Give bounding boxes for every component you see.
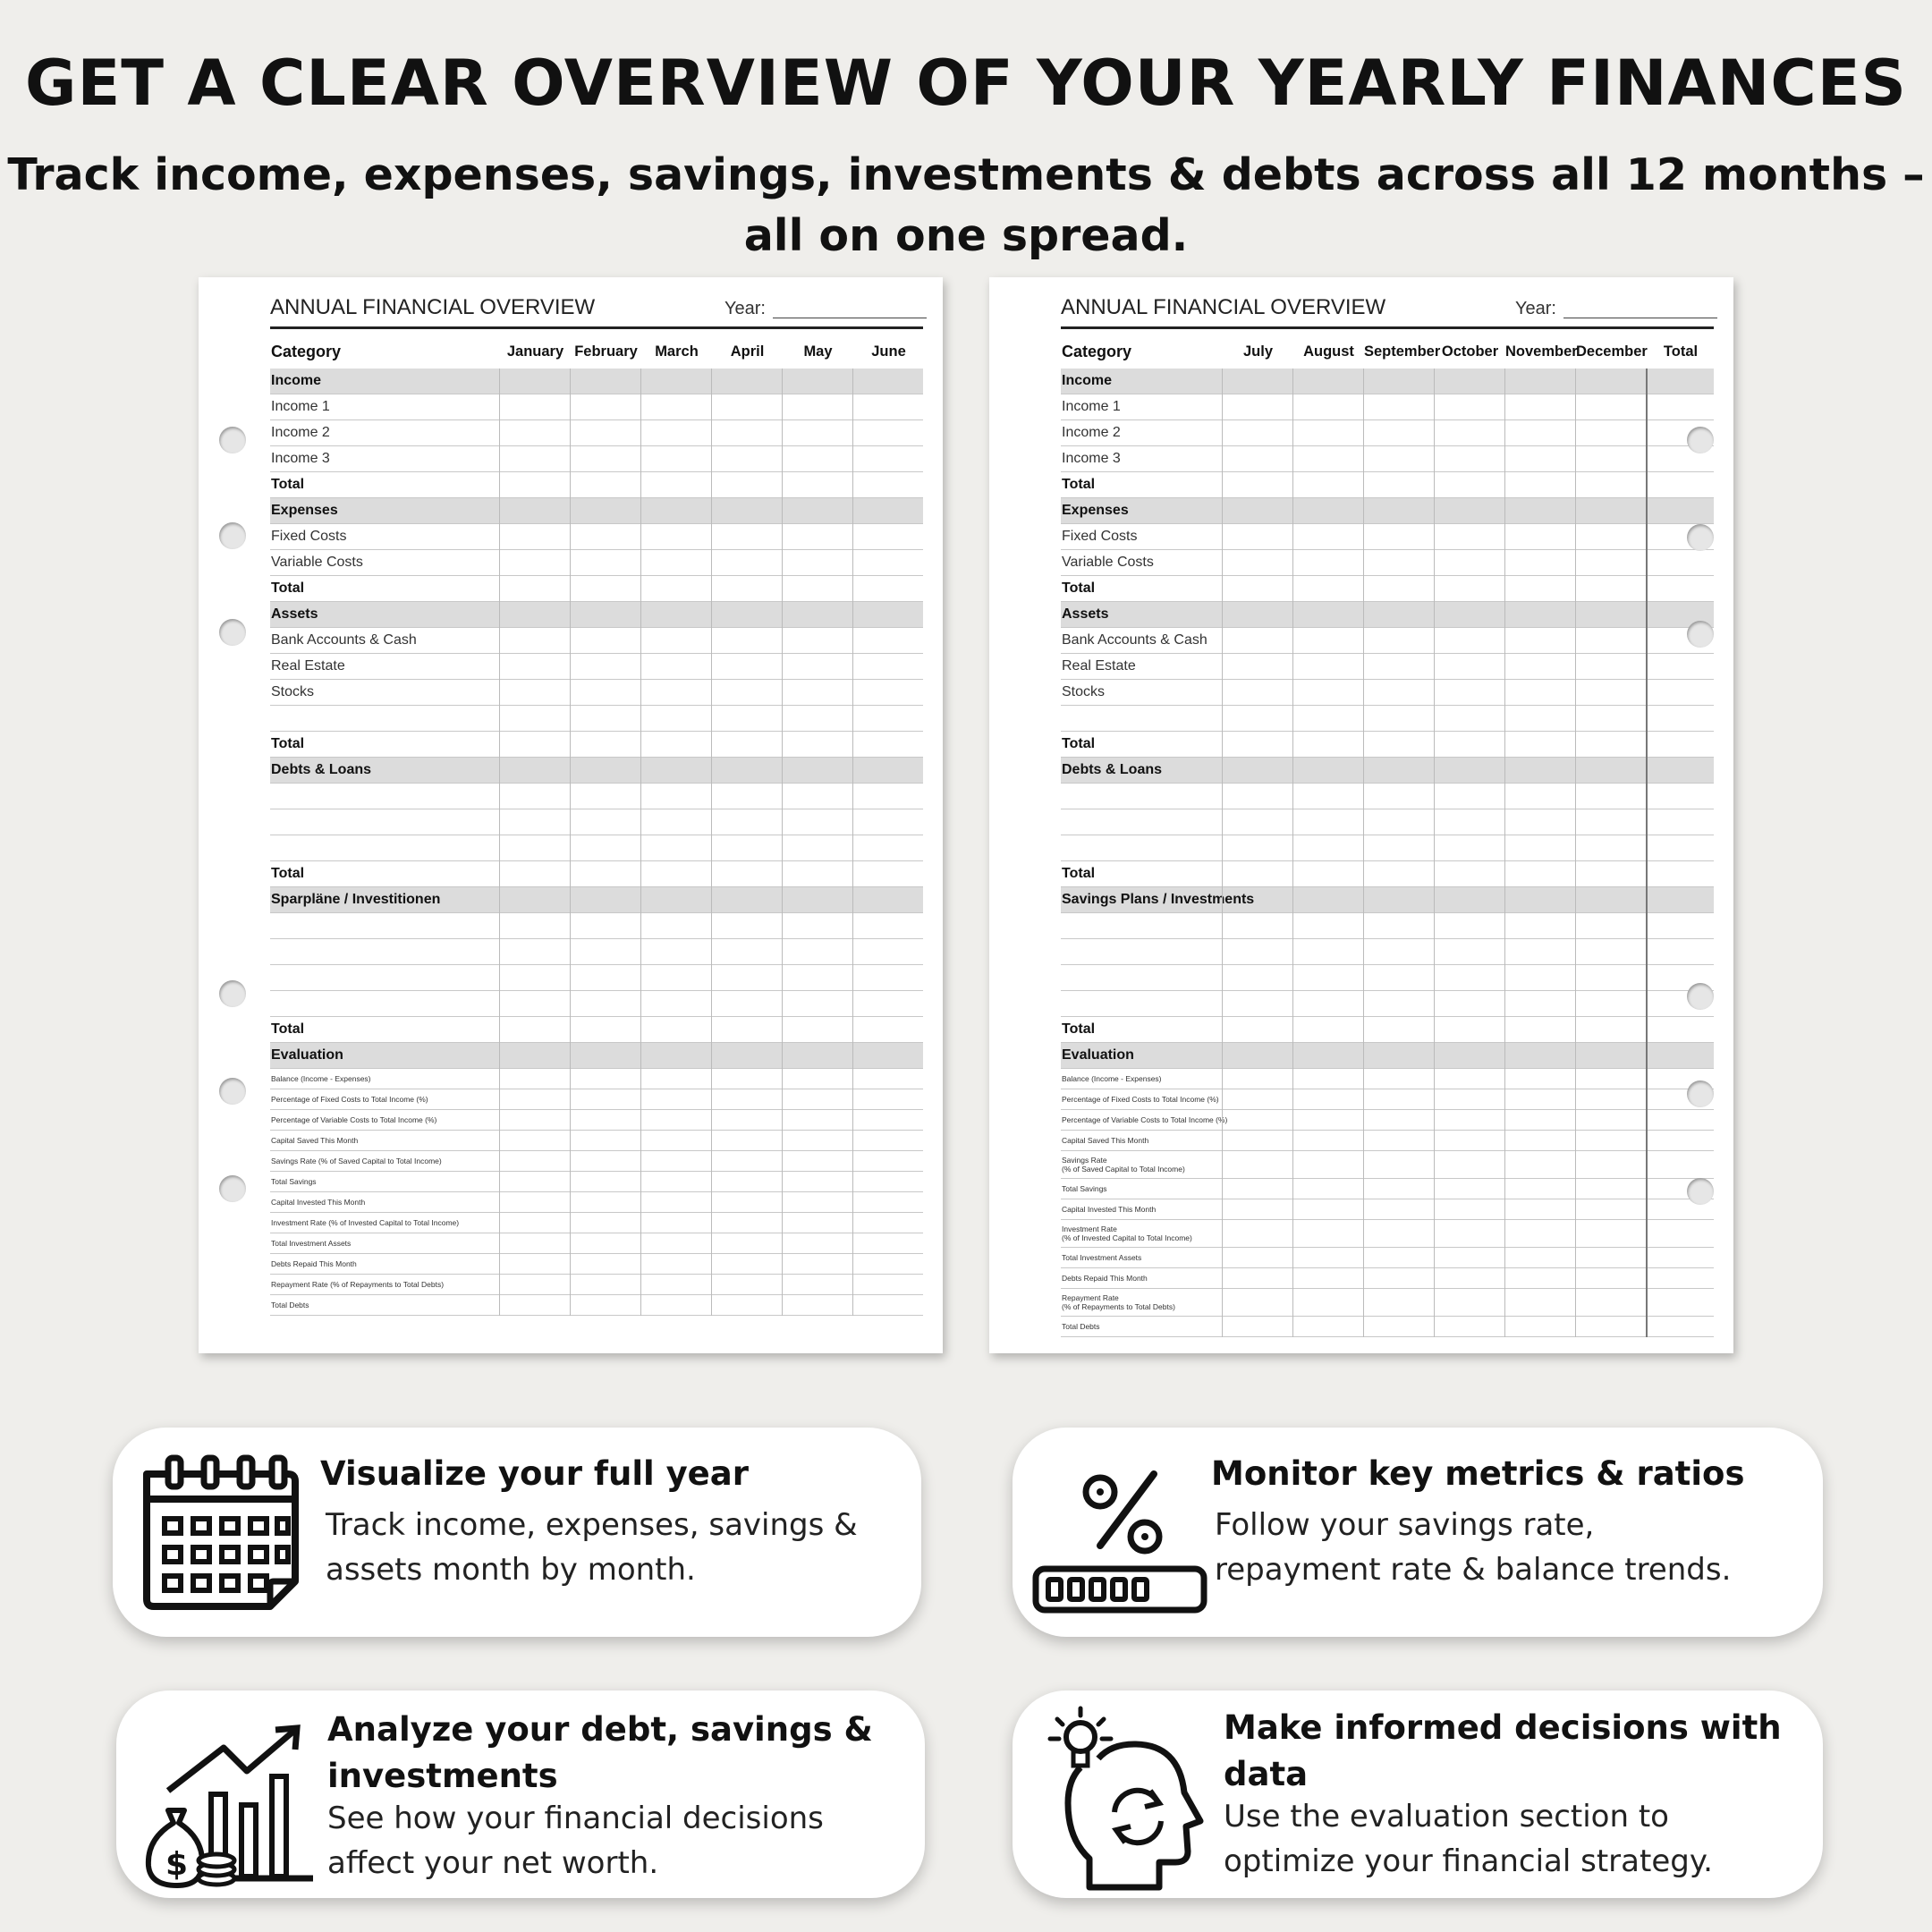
- row-label-line: (% of Saved Capital to Total Income): [1062, 1165, 1185, 1174]
- feature-text-line: Track income, expenses, savings &: [326, 1507, 858, 1543]
- total-row: [1061, 1017, 1714, 1043]
- column-header-month: November: [1505, 343, 1578, 360]
- total-row: [1061, 472, 1714, 498]
- feature-card-decisions: [1013, 1690, 1823, 1898]
- column-divider: [1434, 369, 1435, 1337]
- feature-title: Monitor key metrics & ratios: [1211, 1454, 1745, 1493]
- feature-title-line: Make informed decisions with: [1224, 1708, 1782, 1747]
- table-row: [270, 913, 923, 939]
- row-label: Savings Plans / Investments: [1062, 892, 1255, 907]
- row-label: Percentage of Fixed Costs to Total Income (%): [271, 1095, 428, 1104]
- row-label: Debts Repaid This Month: [271, 1259, 357, 1268]
- table-row: [1061, 680, 1714, 706]
- column-divider: [1363, 369, 1364, 1337]
- row-label: Variable Costs: [271, 555, 363, 570]
- feature-title: Visualize your full year: [320, 1454, 749, 1493]
- row-label: Capital Saved This Month: [271, 1136, 359, 1145]
- column-divider: [711, 369, 712, 1316]
- subheadline: Track income, expenses, savings, investments & debts across all 12 months – all on one spread.: [7, 149, 1925, 261]
- row-label: Fixed Costs: [271, 529, 347, 544]
- table-row: [270, 991, 923, 1017]
- column-header-category: Category: [1062, 342, 1132, 360]
- binder-hole: [1687, 1080, 1714, 1107]
- table-row: [1061, 965, 1714, 991]
- table-row: [270, 1295, 923, 1316]
- binder-hole: [1687, 524, 1714, 551]
- section-header-row: [270, 602, 923, 628]
- binder-hole: [1687, 427, 1714, 453]
- row-label: Total Debts: [1062, 1322, 1100, 1331]
- table-row: [1061, 1110, 1714, 1131]
- row-label: Total Savings: [1062, 1184, 1107, 1193]
- table-row: [270, 1254, 923, 1275]
- row-label: Savings Rate (% of Saved Capital to Total Income): [271, 1157, 442, 1165]
- feature-text-line: optimize your financial strategy.: [1224, 1843, 1713, 1879]
- table-header-row: [1061, 335, 1714, 369]
- binder-hole: [219, 1175, 246, 1202]
- row-label: Bank Accounts & Cash: [1062, 632, 1208, 648]
- row-label: Real Estate: [271, 658, 345, 674]
- table-row: [1061, 394, 1714, 420]
- table-row: [270, 939, 923, 965]
- table-row: [1061, 1220, 1714, 1248]
- table-row: [270, 1192, 923, 1213]
- section-header-row: [270, 369, 923, 394]
- row-label: Expenses: [1062, 503, 1129, 518]
- table-row: [270, 1172, 923, 1192]
- column-header-month: April: [730, 343, 765, 360]
- table-row: [270, 524, 923, 550]
- binder-hole: [1687, 983, 1714, 1010]
- table-row: [270, 654, 923, 680]
- finance-table: [270, 335, 923, 1316]
- table-row: [1061, 913, 1714, 939]
- table-row: [270, 809, 923, 835]
- row-label: Capital Invested This Month: [271, 1198, 366, 1207]
- table-row: [1061, 1151, 1714, 1179]
- year-label: Year:: [724, 299, 766, 318]
- table-row: [270, 1110, 923, 1131]
- row-label: [1061, 1224, 1192, 1242]
- sheet-title: ANNUAL FINANCIAL OVERVIEW: [270, 295, 596, 319]
- binder-hole: [219, 980, 246, 1007]
- column-divider: [499, 369, 500, 1316]
- row-label: Income 2: [1062, 425, 1121, 440]
- table-row: [1061, 550, 1714, 576]
- feature-card-metrics: [1013, 1428, 1823, 1637]
- total-row: [270, 472, 923, 498]
- column-divider: [782, 369, 783, 1316]
- table-row: [270, 628, 923, 654]
- svg-text:$: $: [165, 1846, 189, 1883]
- binder-hole: [219, 1078, 246, 1105]
- row-label-line: Savings Rate: [1062, 1156, 1107, 1165]
- sheet-title: ANNUAL FINANCIAL OVERVIEW: [1061, 295, 1386, 319]
- column-header-month: June: [871, 343, 906, 360]
- section-header-row: [1061, 602, 1714, 628]
- row-label: Debts & Loans: [271, 762, 372, 777]
- section-header-row: [1061, 498, 1714, 524]
- binder-hole: [219, 522, 246, 549]
- row-label: Balance (Income - Expenses): [1062, 1074, 1162, 1083]
- table-row: [1061, 1268, 1714, 1289]
- section-header-row: [1061, 369, 1714, 394]
- section-header-row: [270, 887, 923, 913]
- column-header-month: October: [1441, 343, 1499, 360]
- row-label: Debts Repaid This Month: [1062, 1274, 1148, 1283]
- table-row: [270, 1069, 923, 1089]
- row-label: Income: [1062, 373, 1113, 388]
- row-label: Capital Saved This Month: [1062, 1136, 1149, 1145]
- column-divider: [1222, 369, 1223, 1337]
- feature-text-line: affect your net worth.: [327, 1845, 659, 1881]
- table-row: [270, 1275, 923, 1295]
- row-label: Evaluation: [271, 1047, 343, 1063]
- table-row: [270, 1213, 923, 1233]
- total-row: [270, 861, 923, 887]
- column-divider: [1646, 369, 1648, 1337]
- row-label: Percentage of Variable Costs to Total Income (%): [1062, 1115, 1228, 1124]
- row-label: Variable Costs: [1062, 555, 1154, 570]
- idea-head-icon: [1045, 1705, 1206, 1893]
- table-row: [1061, 1131, 1714, 1151]
- table-header-row: [270, 335, 923, 369]
- row-label: Total: [271, 1021, 305, 1037]
- table-row: [1061, 1289, 1714, 1317]
- row-label: Bank Accounts & Cash: [271, 632, 417, 648]
- table-row: [1061, 1248, 1714, 1268]
- column-header-month: Total: [1663, 343, 1699, 360]
- table-row: [270, 446, 923, 472]
- growth-chart-money-icon: [141, 1712, 329, 1891]
- column-divider: [1575, 369, 1576, 1337]
- table-row: [1061, 939, 1714, 965]
- header-rule: [270, 326, 923, 329]
- column-divider: [570, 369, 571, 1316]
- table-row: [1061, 1089, 1714, 1110]
- feature-title-line: data: [1224, 1755, 1309, 1793]
- row-label: Assets: [1062, 606, 1109, 622]
- column-header-month: January: [506, 343, 564, 360]
- table-row: [270, 965, 923, 991]
- table-row: [270, 394, 923, 420]
- binder-hole: [1687, 621, 1714, 648]
- row-label: Debts & Loans: [1062, 762, 1163, 777]
- row-label: Assets: [271, 606, 318, 622]
- table-row: [1061, 809, 1714, 835]
- row-label: Total: [1062, 1021, 1096, 1037]
- table-row: [1061, 1179, 1714, 1199]
- row-label: Repayment Rate (% of Repayments to Total Debts): [271, 1280, 445, 1289]
- planner-sheet-left: [199, 277, 943, 1353]
- table-row: [1061, 1069, 1714, 1089]
- row-label: Percentage of Fixed Costs to Total Income (%): [1062, 1095, 1219, 1104]
- table-row: [270, 1151, 923, 1172]
- feature-card-visualize: [113, 1428, 921, 1637]
- feature-title-line: investments: [327, 1757, 558, 1795]
- section-header-row: [270, 758, 923, 784]
- column-header-month: March: [655, 343, 699, 360]
- row-label: Income 2: [271, 425, 330, 440]
- feature-text-line: repayment rate & balance trends.: [1215, 1552, 1732, 1588]
- table-row: [1061, 1317, 1714, 1337]
- table-row: [270, 550, 923, 576]
- table-row: [270, 680, 923, 706]
- row-label: Evaluation: [1062, 1047, 1134, 1063]
- table-row: [1061, 706, 1714, 732]
- table-row: [1061, 420, 1714, 446]
- table-row: [1061, 446, 1714, 472]
- binder-hole: [219, 619, 246, 646]
- table-row: [1061, 835, 1714, 861]
- table-row: [1061, 1199, 1714, 1220]
- row-label: Total: [271, 580, 305, 596]
- column-divider: [640, 369, 641, 1316]
- section-header-row: [1061, 758, 1714, 784]
- row-label: Stocks: [1062, 684, 1106, 699]
- row-label: Total: [1062, 736, 1096, 751]
- row-label: Income 3: [271, 451, 330, 466]
- table-row: [270, 835, 923, 861]
- row-label: Sparpläne / Investitionen: [271, 892, 441, 907]
- row-label: Investment Rate (% of Invested Capital to Total Income): [271, 1218, 460, 1227]
- row-label: Income 1: [271, 399, 330, 414]
- row-label: Stocks: [271, 684, 315, 699]
- column-header-category: Category: [271, 342, 342, 360]
- calendar-icon: [129, 1447, 308, 1617]
- row-label: Income: [271, 373, 322, 388]
- section-header-row: [270, 498, 923, 524]
- row-label-line: Repayment Rate: [1062, 1293, 1119, 1302]
- finance-table: [1061, 335, 1714, 1337]
- row-label: [1061, 1156, 1185, 1174]
- column-header-month: July: [1242, 343, 1274, 360]
- row-label: Expenses: [271, 503, 338, 518]
- percent-gauge-icon: [1029, 1463, 1208, 1615]
- row-label: Income 3: [1062, 451, 1121, 466]
- total-row: [270, 732, 923, 758]
- row-label: Percentage of Variable Costs to Total Income (%): [271, 1115, 437, 1124]
- year-label: Year:: [1515, 299, 1556, 318]
- table-row: [270, 1131, 923, 1151]
- row-label-line: (% of Repayments to Total Debts): [1062, 1302, 1175, 1311]
- headline: GET A CLEAR OVERVIEW OF YOUR YEARLY FINANCES: [25, 47, 1907, 120]
- table-row: [1061, 991, 1714, 1017]
- total-row: [270, 1017, 923, 1043]
- column-header-month: August: [1303, 343, 1354, 360]
- total-row: [1061, 576, 1714, 602]
- total-row: [1061, 732, 1714, 758]
- feature-text-line: assets month by month.: [326, 1552, 696, 1588]
- section-header-row: [1061, 887, 1714, 913]
- feature-title-line: Analyze your debt, savings &: [327, 1710, 873, 1749]
- section-header-row: [1061, 1043, 1714, 1069]
- total-row: [270, 576, 923, 602]
- table-row: [270, 420, 923, 446]
- table-row: [270, 784, 923, 809]
- header-rule: [1061, 326, 1714, 329]
- table-row: [1061, 784, 1714, 809]
- table-row: [1061, 628, 1714, 654]
- column-header-month: September: [1364, 343, 1441, 360]
- row-label: Total: [1062, 477, 1096, 492]
- row-label: [1061, 1293, 1175, 1311]
- row-label: Balance (Income - Expenses): [271, 1074, 371, 1083]
- column-divider: [852, 369, 853, 1316]
- table-row: [270, 706, 923, 732]
- row-label: Real Estate: [1062, 658, 1136, 674]
- row-label: Total: [271, 866, 305, 881]
- row-label: Total: [271, 477, 305, 492]
- table-row: [270, 1233, 923, 1254]
- row-label: Total Investment Assets: [1062, 1253, 1142, 1262]
- row-label: Total: [1062, 866, 1096, 881]
- feature-text-line: Use the evaluation section to: [1224, 1799, 1669, 1835]
- row-label-line: (% of Invested Capital to Total Income): [1062, 1233, 1192, 1242]
- planner-sheet-right: [989, 277, 1733, 1353]
- feature-card-analyze: [116, 1690, 925, 1898]
- table-row: [1061, 524, 1714, 550]
- row-label: Total: [1062, 580, 1096, 596]
- column-header-month: December: [1576, 343, 1648, 360]
- column-divider: [1504, 369, 1505, 1337]
- table-row: [1061, 654, 1714, 680]
- feature-text-line: Follow your savings rate,: [1215, 1507, 1595, 1543]
- row-label: Total Investment Assets: [271, 1239, 352, 1248]
- row-label: Total Savings: [271, 1177, 317, 1186]
- section-header-row: [270, 1043, 923, 1069]
- feature-text-line: See how your financial decisions: [327, 1801, 824, 1836]
- binder-hole: [1687, 1178, 1714, 1205]
- row-label: Total Debts: [271, 1301, 309, 1309]
- binder-hole: [219, 427, 246, 453]
- row-label: Capital Invested This Month: [1062, 1205, 1157, 1214]
- row-label-line: Investment Rate: [1062, 1224, 1117, 1233]
- total-row: [1061, 861, 1714, 887]
- row-label: Income 1: [1062, 399, 1121, 414]
- column-divider: [1292, 369, 1293, 1337]
- column-header-month: February: [574, 343, 638, 360]
- row-label: Total: [271, 736, 305, 751]
- column-header-month: May: [803, 343, 833, 360]
- row-label: Fixed Costs: [1062, 529, 1138, 544]
- table-row: [270, 1089, 923, 1110]
